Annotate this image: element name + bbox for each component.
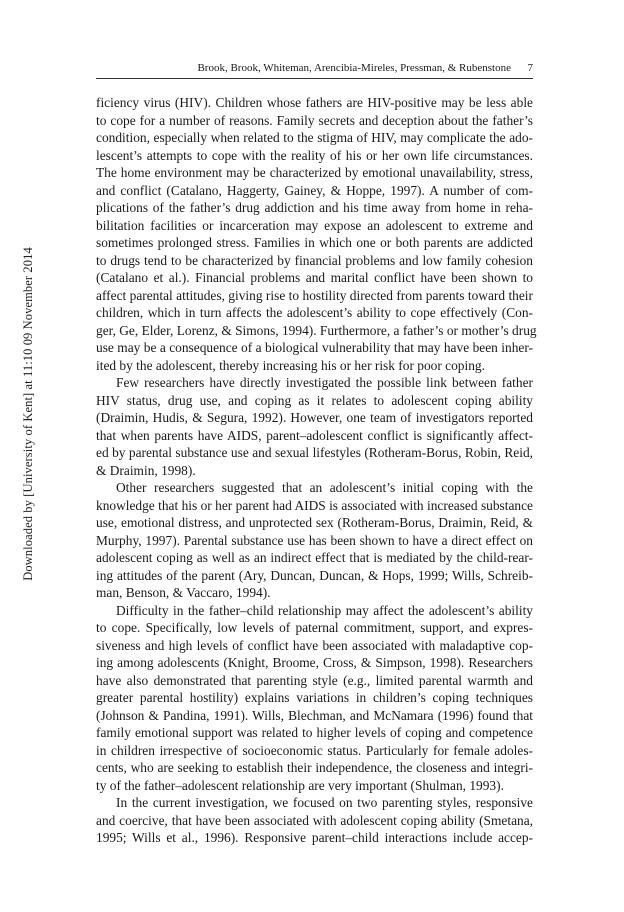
text-line: that when parents have AIDS, parent–adolescent conflict is significantly affect- — [96, 427, 533, 443]
text-line: Murphy, 1997). Parental substance use has been shown to have a direct effect on — [96, 532, 533, 548]
text-line: use may be a consequence of a biological vulnerability that may have been inher- — [96, 340, 533, 355]
text-line: siveness and high levels of conflict have been associated with maladaptive cop- — [96, 637, 533, 653]
paragraph — [96, 94, 537, 374]
text-line: in children irrespective of socioeconomic status. Particularly for female adoles- — [96, 742, 533, 758]
text-line: (Johnson & Pandina, 1991). Wills, Blechman, and McNamara (1996) found that — [96, 707, 533, 723]
text-line: use, emotional distress, and unprotected sex (Rotheram-Borus, Draimin, Reid, & — [96, 515, 533, 530]
text-line: ing among adolescents (Knight, Broome, Cross, & Simpson, 1998). Researchers — [96, 655, 533, 670]
text-line: family emotional support was related to higher levels of coping and competence — [96, 725, 533, 740]
paragraph — [96, 602, 533, 795]
text-line: knowledge that his or her parent had AIDS is associated with increased substance — [96, 497, 533, 513]
text-line: ed by parental substance use and sexual lifestyles (Rotheram-Borus, Robin, Reid, — [96, 445, 533, 460]
text-line: 1995; Wills et al., 1996). Responsive parent–child interactions include accep- — [96, 830, 533, 845]
text-line: lescent’s attempts to cope with the reality of his or her own life circumstances. — [96, 147, 533, 163]
paragraph — [96, 479, 533, 602]
text-line: HIV status, drug use, and coping as it relates to adolescent coping ability — [96, 392, 533, 408]
text-line: ited by the adolescent, thereby increasing his or her risk for poor coping. — [96, 357, 485, 373]
text-line: condition, especially when related to the stigma of HIV, may complicate the ado- — [96, 130, 533, 145]
text-line: In the current investigation, we focused on two parenting styles, responsive — [116, 795, 533, 810]
body-text — [96, 94, 537, 847]
text-line: & Draimin, 1998). — [96, 462, 196, 478]
text-line: to cope. Specifically, low levels of paternal commitment, support, and expres- — [96, 620, 533, 635]
text-line: to cope for a number of reasons. Family secrets and deception about the father’s — [96, 112, 533, 128]
text-line: to drugs tend to be characterized by financial problems and low family cohesion — [96, 252, 533, 268]
text-line: man, Benson, & Vaccaro, 1994). — [96, 585, 271, 600]
text-line: The home environment may be characterized by emotional unavailability, stress, — [96, 165, 533, 180]
text-line: ty of the father–adolescent relationship are very important (Shulman, 1993). — [96, 777, 504, 793]
text-line: sometimes prolonged stress. Families in which one or both parents are addicted — [96, 235, 533, 250]
text-line: and conflict (Catalano, Haggerty, Gainey, & Hoppe, 1997). A number of com- — [96, 182, 533, 198]
text-line: plications of the father’s drug addiction and his time away from home in reha- — [96, 200, 533, 215]
text-line: greater parental hostility) explains variations in children’s coping techniques — [96, 690, 533, 705]
paragraph — [96, 794, 533, 847]
text-line: cents, who are seeking to establish their independence, the closeness and integri- — [96, 760, 533, 775]
paragraph — [96, 374, 533, 479]
text-line: affect parental attitudes, giving rise to hostility directed from parents toward their — [96, 287, 533, 303]
text-line: adolescent coping as well as an indirect effect that is mediated by the child-rear- — [96, 550, 533, 565]
running-head — [96, 60, 533, 79]
text-line: have also demonstrated that parenting style (e.g., limited parental warmth and — [96, 672, 533, 688]
page-number: 7 — [527, 62, 533, 74]
text-line: ficiency virus (HIV). Children whose fathers are HIV-positive may be less able — [96, 95, 533, 110]
text-line: Few researchers have directly investigated the possible link between father — [116, 375, 533, 390]
download-watermark: Downloaded by [University of Kent] at 11:10 09 November 2014 — [21, 247, 35, 581]
text-line: (Draimin, Hudis, & Segura, 1992). However, one team of investigators reported — [96, 410, 533, 425]
text-line: children, which in turn affects the adolescent’s ability to cope effectively (Con- — [96, 305, 533, 320]
text-line: bilitation facilities or incarceration may expose an adolescent to extreme and — [96, 217, 533, 233]
text-line: Difficulty in the father–child relationship may affect the adolescent’s ability — [116, 602, 533, 618]
running-head-authors: Brook, Brook, Whiteman, Arencibia-Mireles, Pressman, & Rubenstone — [197, 62, 511, 74]
text-line: ger, Ge, Elder, Lorenz, & Simons, 1994). Furthermore, a father’s or mother’s drug — [96, 322, 537, 338]
text-line: Other researchers suggested that an adolescent’s initial coping with the — [116, 480, 533, 495]
text-line: (Catalano et al.). Financial problems and marital conflict have been shown to — [96, 270, 533, 285]
text-line: ing attitudes of the parent (Ary, Duncan, Duncan, & Hops, 1999; Wills, Schreib- — [96, 567, 533, 583]
text-line: and coercive, that have been associated with adolescent coping ability (Smetana, — [96, 812, 533, 828]
